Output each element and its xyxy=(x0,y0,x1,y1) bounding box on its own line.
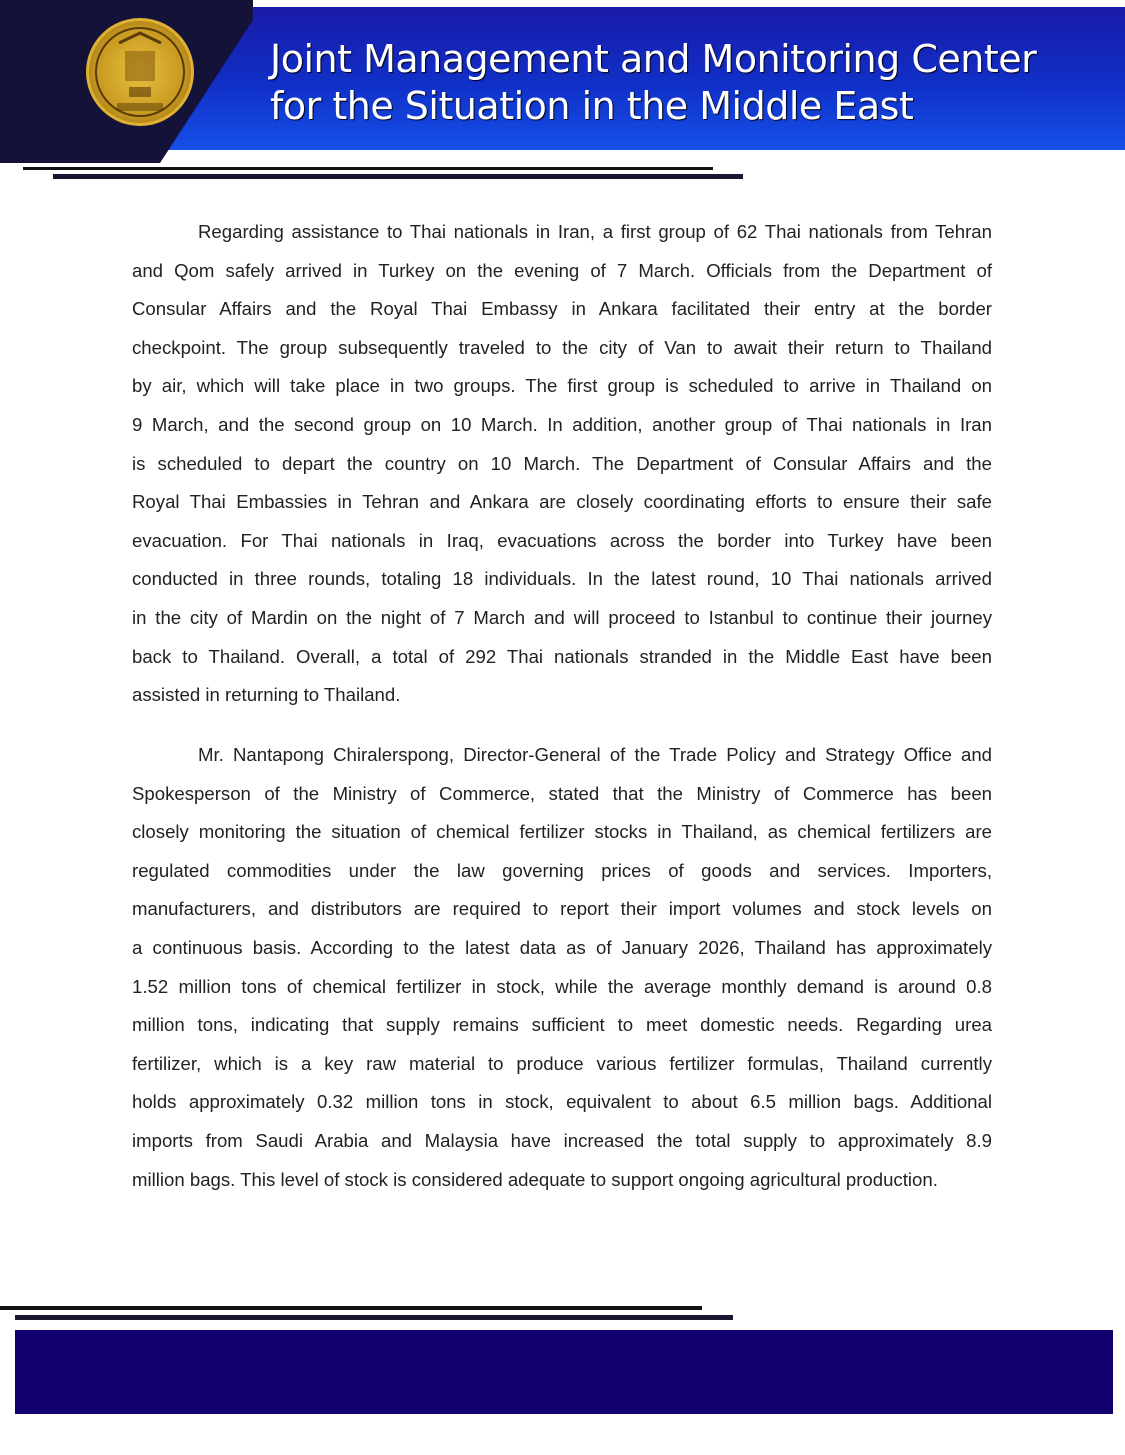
text-line: assisted in returning to Thailand. xyxy=(132,684,401,706)
text-line: Spokesperson of the Ministry of Commerce, stated that the Ministry of Commerce has been xyxy=(132,782,992,804)
text-line: closely monitoring the situation of chemical fertilizer stocks in Thailand, as chemical fertilizers are xyxy=(132,821,992,843)
text-line: holds approximately 0.32 million tons in stock, equivalent to about 6.5 million bags. Additional xyxy=(132,1091,992,1113)
text-line: back to Thailand. Overall, a total of 292 Thai nationals stranded in the Middle East have been xyxy=(132,645,992,667)
text-line: and Qom safely arrived in Turkey on the evening of 7 March. Officials from the Department of xyxy=(132,259,992,281)
text-line: million tons, indicating that supply remains sufficient to meet domestic needs. Regarding urea xyxy=(132,1014,992,1036)
text-line: by air, which will take place in two groups. The first group is scheduled to arrive in Thailand on xyxy=(132,375,992,397)
paragraph-2 xyxy=(132,736,992,1199)
text-line: Regarding assistance to Thai nationals in Iran, a first group of 62 Thai nationals from Tehran xyxy=(198,221,992,242)
text-line: checkpoint. The group subsequently traveled to the city of Van to await their return to Thailand xyxy=(132,336,992,358)
text-line: 1.52 million tons of chemical fertilizer in stock, while the average monthly demand is around 0.8 xyxy=(132,975,992,997)
text-line: is scheduled to depart the country on 10 March. The Department of Consular Affairs and the xyxy=(132,452,992,474)
text-line: million bags. This level of stock is considered adequate to support ongoing agricultural production. xyxy=(132,1168,938,1190)
text-line: a continuous basis. According to the latest data as of January 2026, Thailand has approximately xyxy=(132,936,992,958)
text-line: regulated commodities under the law governing prices of goods and services. Importers, xyxy=(132,859,992,881)
text-line: Royal Thai Embassies in Tehran and Ankara are closely coordinating efforts to ensure their safe xyxy=(132,491,992,513)
text-line: in the city of Mardin on the night of 7 March and will proceed to Istanbul to continue their journey xyxy=(132,606,992,628)
text-line: imports from Saudi Arabia and Malaysia have increased the total supply to approximately 8.9 xyxy=(132,1129,992,1151)
footer-bar xyxy=(15,1330,1113,1414)
text-line: Mr. Nantapong Chiralerspong, Director-General of the Trade Policy and Strategy Office and xyxy=(198,744,992,765)
paragraph-1 xyxy=(132,213,992,715)
title-line-1: Joint Management and Monitoring Center xyxy=(270,37,1037,81)
page-title xyxy=(270,36,1036,130)
thai-government-seal-icon xyxy=(86,18,194,126)
header-divider-thin xyxy=(23,167,713,170)
title-line-2: for the Situation in the Middle East xyxy=(270,84,914,128)
text-line: conducted in three rounds, totaling 18 individuals. In the latest round, 10 Thai nationals arrived xyxy=(132,568,992,590)
text-line: Consular Affairs and the Royal Thai Embassy in Ankara facilitated their entry at the border xyxy=(132,298,992,320)
header-divider-thick xyxy=(53,174,743,179)
footer-divider-thin xyxy=(0,1306,702,1310)
text-line: fertilizer, which is a key raw material to produce various fertilizer formulas, Thailand currently xyxy=(132,1052,992,1074)
text-line: evacuation. For Thai nationals in Iraq, evacuations across the border into Turkey have been xyxy=(132,529,992,551)
footer-divider-thick xyxy=(15,1315,733,1320)
text-line: 9 March, and the second group on 10 March. In addition, another group of Thai nationals in Iran xyxy=(132,413,992,435)
text-line: manufacturers, and distributors are required to report their import volumes and stock levels on xyxy=(132,898,992,920)
